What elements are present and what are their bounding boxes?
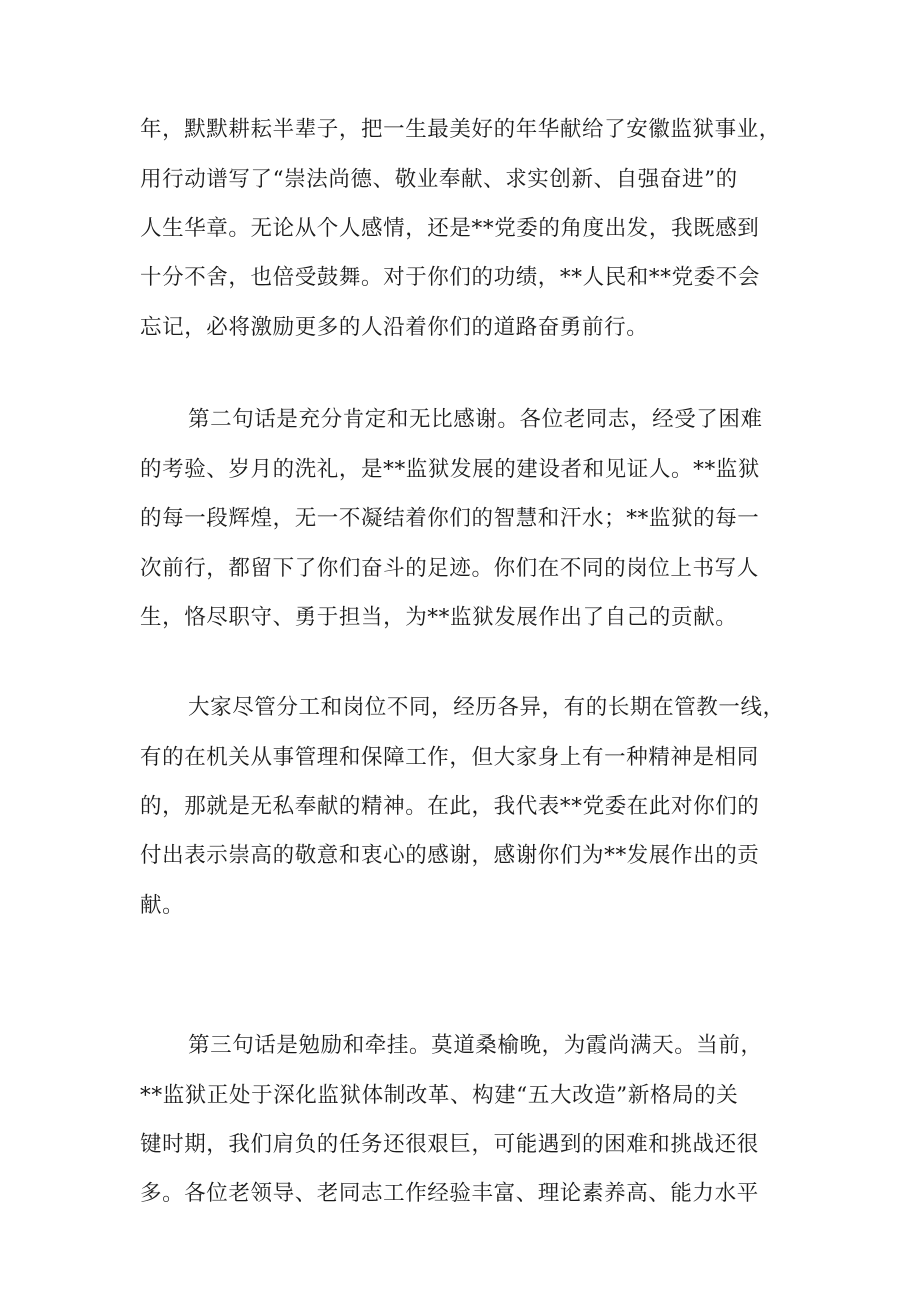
paragraph-line: 十分不舍，也倍受鼓舞。对于你们的功绩，**人民和**党委不会 [140,265,761,290]
paragraph-line: 大家尽管分工和岗位不同，经历各异，有的长期在管教一线， [188,695,785,720]
paragraph-line: 的，那就是无私奉献的精神。在此，我代表**党委在此对你们的 [140,794,760,819]
paragraph-line: 多。各位老领导、老同志工作经验丰富、理论素养高、能力水平 [140,1181,759,1206]
paragraph-line: 的考验、岁月的洗礼，是**监狱发展的建设者和见证人。**监狱 [140,457,761,482]
paragraph-line: 次前行，都留下了你们奋斗的足迹。你们在不同的岗位上书写人 [140,556,759,581]
paragraph-line: 有的在机关从事管理和保障工作，但大家身上有一种精神是相同 [140,745,759,770]
paragraph-line: 生，恪尽职守、勇于担当，为**监狱发展作出了自己的贡献。 [140,605,738,630]
paragraph-line: 付出表示崇高的敬意和衷心的感谢，感谢你们为**发展作出的贡 [140,843,760,868]
paragraph-line: **监狱正处于深化监狱体制改革、构建“五大改造”新格局的关 [140,1083,739,1108]
paragraph-line: 年，默默耕耘半辈子，把一生最美好的年华献给了安徽监狱事业， [140,117,781,142]
paragraph-line: 第二句话是充分肯定和无比感谢。各位老同志，经受了困难 [188,407,763,432]
paragraph-line: 键时期，我们肩负的任务还很艰巨，可能遇到的困难和挑战还很 [140,1132,759,1157]
paragraph-line: 第三句话是勉励和牵挂。莫道桑榆晚，为霞尚满天。当前， [188,1033,763,1058]
paragraph-line: 的每一段辉煌，无一不凝结着你们的智慧和汗水；**监狱的每一 [140,506,760,531]
paragraph-line: 人生华章。无论从个人感情，还是**党委的角度出发，我既感到 [140,216,760,241]
paragraph-line: 忘记，必将激励更多的人沿着你们的道路奋勇前行。 [140,315,649,340]
paragraph-line: 用行动谱写了“崇法尚德、敬业奉献、求实创新、自强奋进”的 [140,167,738,192]
paragraph-line: 献。 [140,893,185,918]
